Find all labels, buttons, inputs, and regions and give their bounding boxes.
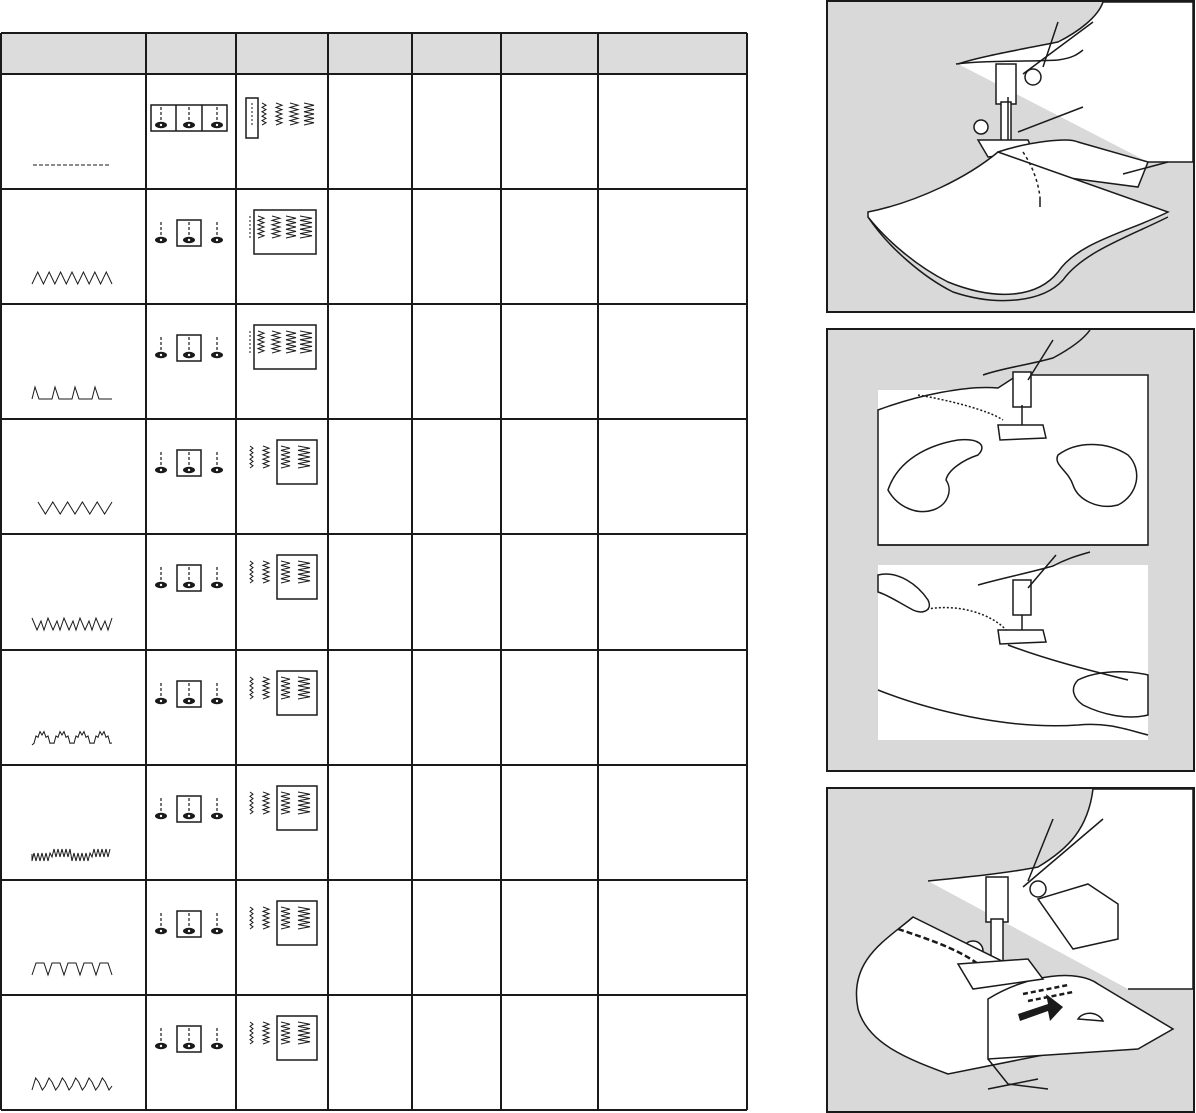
stitch-width-glyph: [290, 103, 298, 125]
stitch-width-icon: [250, 671, 317, 715]
stitch-width-glyph: [250, 446, 253, 468]
stitch-pattern-sample: [32, 387, 112, 399]
stitch-width-glyph: [250, 907, 253, 929]
table-row: [32, 555, 317, 630]
needle-position-icon: [155, 220, 223, 246]
illustration-panel-seam: [826, 0, 1195, 313]
needle-position-icon: [155, 796, 223, 822]
stitch-width-glyph: [250, 561, 253, 583]
needle-position-icon: [155, 565, 223, 591]
table-row: [38, 440, 317, 514]
stitch-width-glyph: [250, 1022, 253, 1044]
needle-position-icon: [155, 1026, 223, 1052]
stitch-pattern-sample: [32, 732, 112, 745]
stitch-width-glyph: [263, 561, 269, 583]
table-row: [32, 786, 317, 861]
illustration-panel-guiding: [826, 328, 1195, 772]
stitch-pattern-sample: [32, 618, 112, 630]
stitch-width-icon: [250, 901, 317, 945]
needle-position-icon: [155, 911, 223, 937]
table-row: [32, 1016, 317, 1090]
stitch-width-icon: [250, 1016, 317, 1060]
sewing-machine-seam-illustration: [828, 2, 1193, 311]
stitch-pattern-sample: [32, 849, 110, 861]
stitch-width-glyph: [263, 446, 269, 468]
stitch-width-icon: [250, 555, 317, 599]
presser-foot-reverse-illustration: [828, 789, 1193, 1111]
table-row: [33, 98, 314, 165]
table-row: [32, 671, 317, 745]
stitch-chart-table: [0, 32, 748, 1113]
table-row: [32, 325, 316, 399]
stitch-width-glyph: [304, 103, 314, 125]
stitch-pattern-sample: [32, 963, 112, 975]
table-row: [32, 901, 317, 975]
stitch-width-icon: [246, 98, 314, 138]
stitch-width-glyph: [263, 677, 269, 699]
needle-position-icon: [151, 105, 227, 131]
stitch-width-glyph: [263, 792, 269, 814]
stitch-width-glyph: [250, 792, 253, 814]
stitch-width-glyph: [263, 907, 269, 929]
needle-position-icon: [155, 681, 223, 707]
stitch-width-icon: [250, 786, 317, 830]
needle-position-icon: [155, 450, 223, 476]
guiding-fabric-hands-illustration: [828, 330, 1193, 770]
table-header-band: [1, 33, 747, 74]
table-row: [32, 210, 316, 284]
stitch-width-glyph: [250, 677, 253, 699]
stitch-width-icon: [250, 440, 317, 484]
table-grid: [1, 33, 747, 1110]
needle-position-icon: [155, 335, 223, 361]
stitch-pattern-sample: [32, 1078, 112, 1090]
stitch-width-icon: [250, 210, 316, 254]
stitch-width-glyph: [263, 1022, 269, 1044]
stitch-pattern-sample: [32, 272, 112, 284]
stitch-width-icon: [250, 325, 316, 369]
illustration-panel-reverse: [826, 787, 1195, 1113]
stitch-pattern-sample: [38, 502, 112, 514]
table-rows: [32, 98, 317, 1090]
stitch-width-glyph: [262, 103, 266, 125]
stitch-width-glyph: [276, 103, 282, 125]
